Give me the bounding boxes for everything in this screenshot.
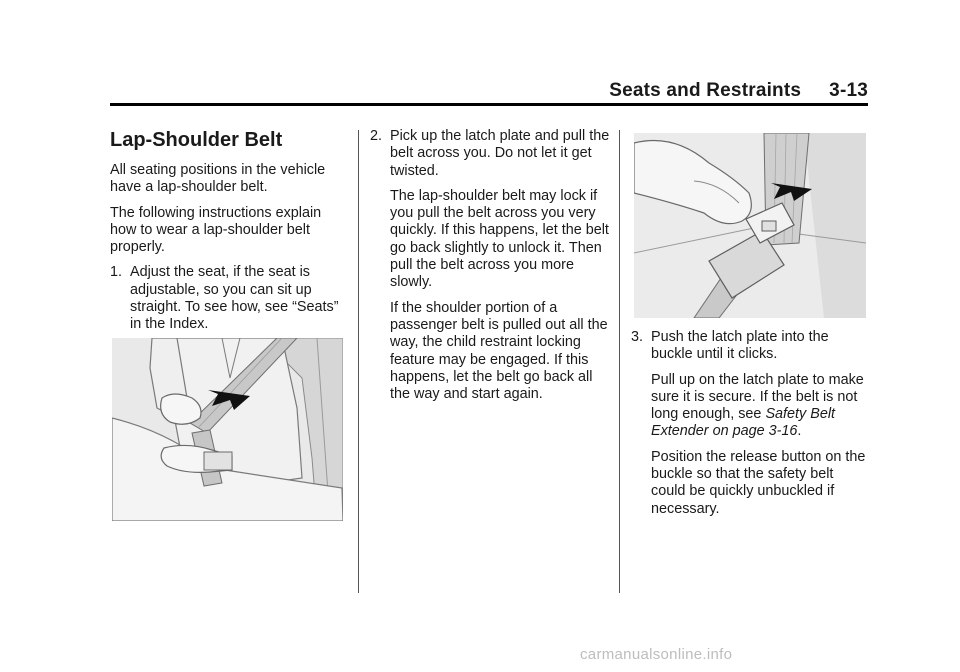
figure-latch-buckle [634, 133, 866, 318]
step-3-paragraph-1 [631, 372, 871, 441]
section-heading: Lap-Shoulder Belt [110, 129, 283, 151]
intro-paragraph-2: The following instructions explain how to wear a lap-shoulder belt properly. [110, 204, 322, 256]
latch-buckle-illustration [634, 133, 866, 318]
middle-column [370, 128, 610, 411]
step-3 [631, 329, 871, 364]
step-1 [110, 264, 348, 333]
cross-reference-link[interactable]: Safety Belt Extender on page 3-16 [651, 406, 836, 440]
page-number: 3-13 [829, 80, 868, 101]
figure-seated-person [112, 338, 343, 521]
step-2-text: Pick up the latch plate and pull the belt across you. Do not let it get twisted. [390, 128, 610, 179]
step-3-paragraph-1-end: . [797, 423, 802, 440]
step-3-paragraph-2: Position the release button on the buckle so that the safety belt could be quickly unbuckled if necessary. [651, 448, 866, 517]
intro-paragraph-1: All seating positions in the vehicle have a lap-shoulder belt. [110, 162, 326, 196]
page-header [110, 80, 868, 104]
step-1-text: Adjust the seat, if the seat is adjustable, so you can sit up straight. To see how, see “Seats” in the Index. [130, 264, 339, 333]
column-divider-1 [358, 130, 359, 593]
step-3-text: Push the latch plate into the buckle until it clicks. [651, 329, 829, 363]
step-2-paragraph-2: If the shoulder portion of a passenger belt is pulled out all the way, the child restraint locking feature may be engaged. If this happens, let the belt go back all the way and start again. [390, 299, 608, 403]
step-3-paragraph-1-text: Pull up on the latch plate to make sure it is secure. If the belt is not long enough, see [651, 371, 864, 423]
column-divider-2 [619, 130, 620, 593]
watermark: carmanualsonline.info [580, 646, 733, 663]
step-3-number: 3. [631, 329, 644, 345]
step-2 [370, 128, 610, 180]
right-column [631, 329, 871, 526]
seated-person-illustration [112, 338, 343, 521]
header-rule [110, 103, 868, 106]
step-2-paragraph-1: The lap-shoulder belt may lock if you pull the belt across you very quickly. If this happens, let the belt go back slightly to unlock it. Then pull the belt across you more slowly. [390, 187, 609, 291]
left-column [110, 128, 348, 342]
step-1-number: 1. [110, 264, 123, 281]
section-title: Seats and Restraints [609, 80, 802, 101]
step-2-number: 2. [370, 128, 383, 144]
